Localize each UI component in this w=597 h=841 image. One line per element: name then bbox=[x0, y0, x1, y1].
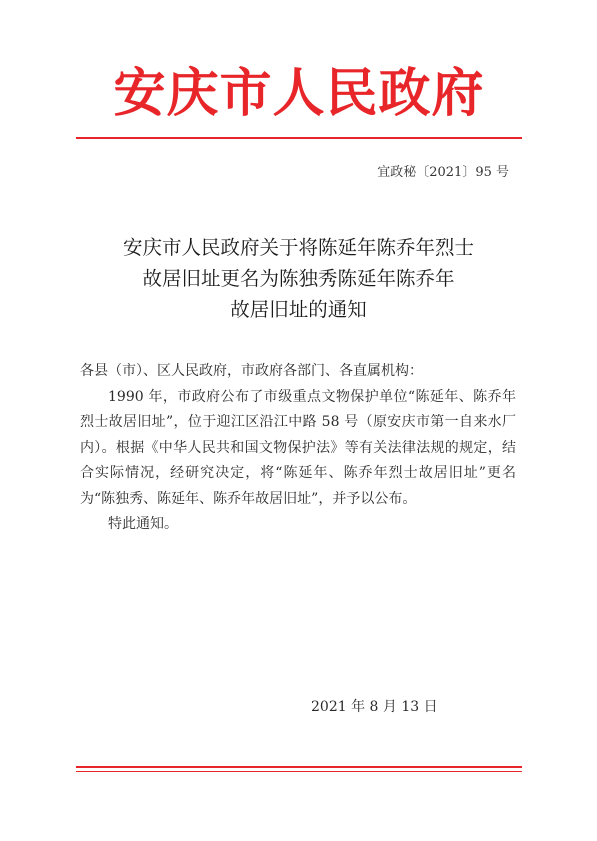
notice-title-line: 故居旧址更名为陈独秀陈延年陈乔年 bbox=[142, 267, 455, 290]
notice-title-line: 安庆市人民政府关于将陈延年陈乔年烈士 bbox=[122, 236, 474, 259]
footer-red-rule bbox=[76, 766, 522, 768]
footer-red-rule-thin bbox=[76, 771, 522, 772]
notice-title bbox=[60, 232, 537, 325]
salutation: 各县（市）、区人民政府，市政府各部门、各直属机构： bbox=[80, 363, 423, 379]
notice-body bbox=[80, 359, 516, 538]
notice-title-line: 故居旧址的通知 bbox=[230, 298, 367, 321]
masthead-red-rule bbox=[76, 137, 522, 139]
document-number: 宜政秘〔2021〕95 号 bbox=[377, 165, 509, 180]
closing-line: 特此通知。 bbox=[108, 516, 178, 532]
body-paragraph: 1990 年，市政府公布了市级重点文物保护单位“陈延年、陈乔年烈士故居旧址”，位于迎江区沿江中路 58 号（原安庆市第一自来水厂内）。根据《中华人民共和国文物保护法》等有关法律法规的规定，结合实际情况，经研究决定，将“陈延年、陈乔年烈士故居旧址”更名为“陈独秀、陈延年、陈乔年故居旧址”，并予以公布。 bbox=[80, 388, 516, 507]
issue-date: 2021 年 8 月 13 日 bbox=[311, 699, 438, 715]
masthead-title: 安庆市人民政府 bbox=[113, 63, 485, 124]
